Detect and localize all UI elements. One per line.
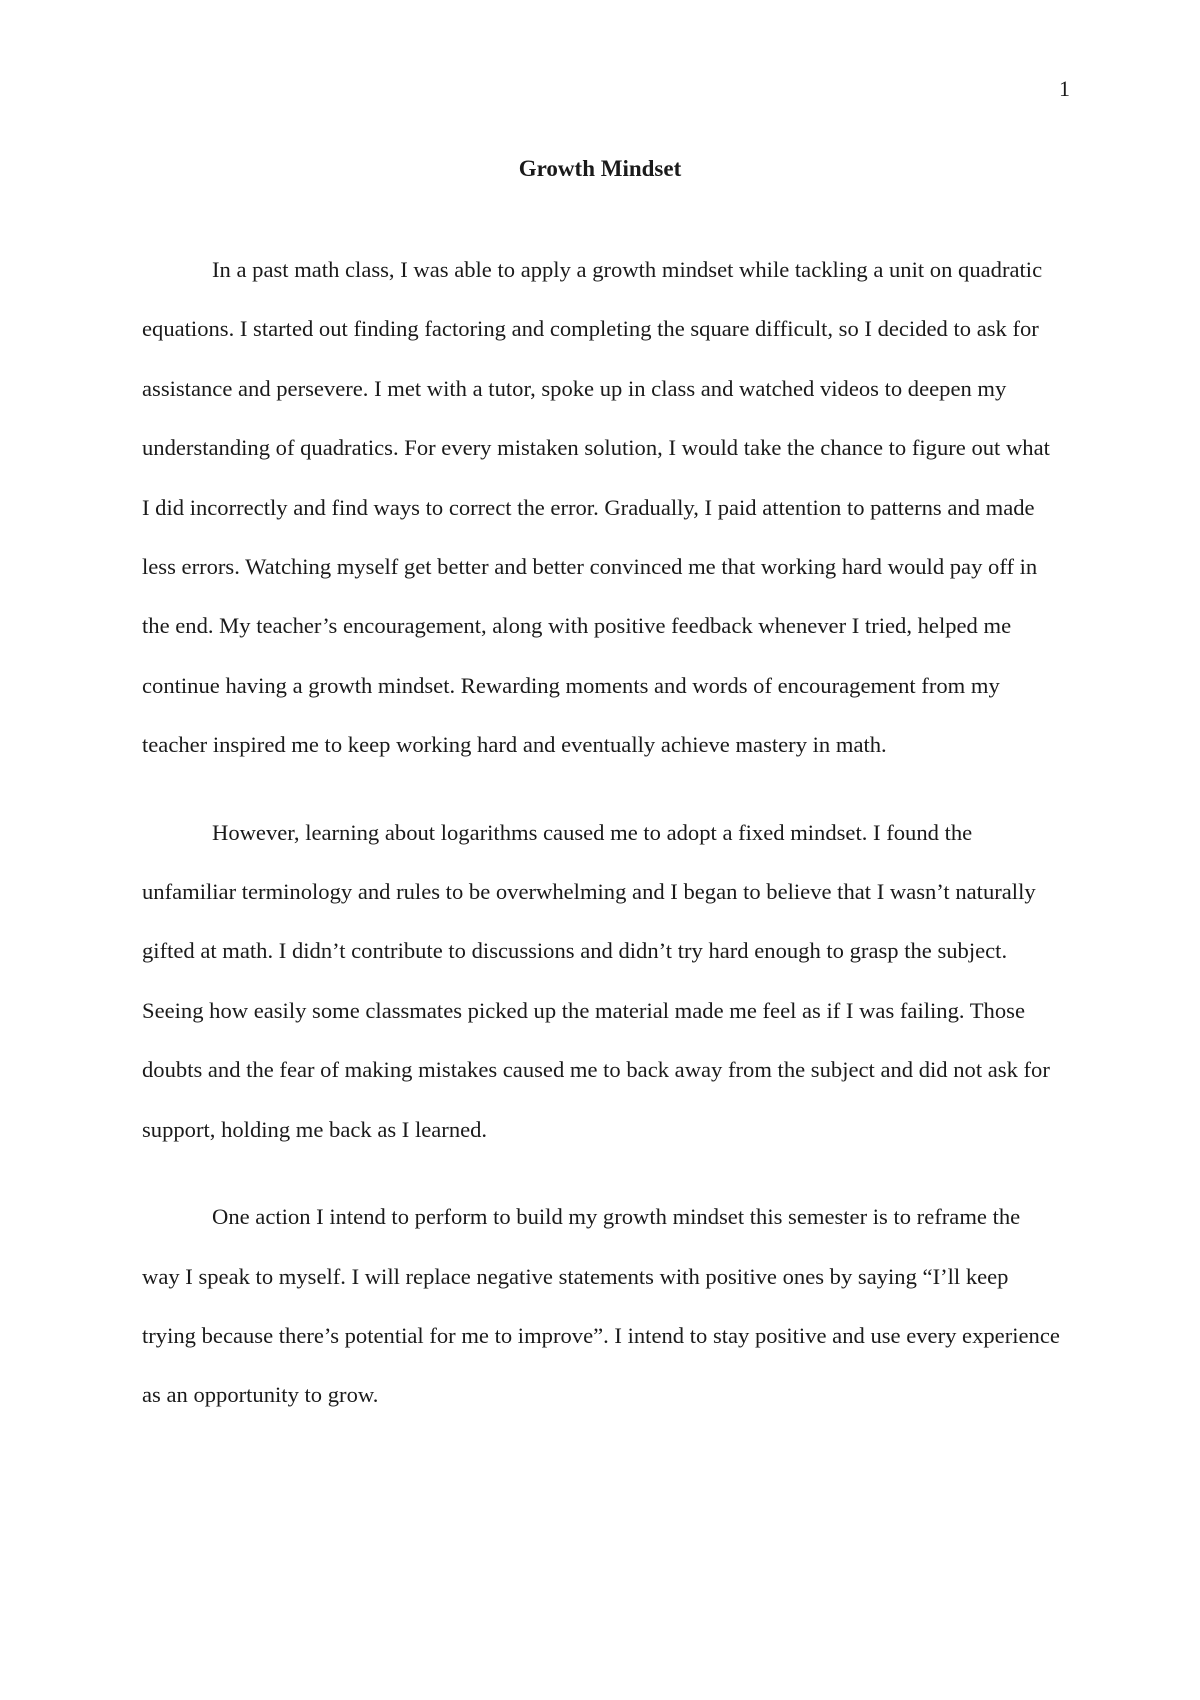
paragraph-action-plan: One action I intend to perform to build my growth mindset this semester is to reframe the way I speak to myself. I will replace negative statements with positive ones by saying “I’ll keep trying because there’s potential for me to improve”. I intend to stay positive and use every experience as an opportunity to grow. bbox=[142, 1204, 1060, 1408]
page-number: 1 bbox=[1059, 76, 1070, 101]
document-body bbox=[142, 240, 1062, 1425]
paragraph-fixed-mindset-example: However, learning about logarithms caused me to adopt a fixed mindset. I found the unfamiliar terminology and rules to be overwhelming and I began to believe that I wasn’t naturally gifted at math. I didn’t contribute to discussions and didn’t try hard enough to grasp the subject. Seeing how easily some classmates picked up the material made me feel as if I was failing. Those doubts and the fear of making mistakes caused me to back away from the subject and did not ask for support, holding me back as I learned. bbox=[142, 819, 1050, 1142]
paragraph-growth-mindset-example: In a past math class, I was able to apply a growth mindset while tackling a unit on quadratic equations. I started out finding factoring and completing the square difficult, so I decided to ask for assistance and persevere. I met with a tutor, spoke up in class and watched videos to deepen my understanding of quadratics. For every mistaken solution, I would take the chance to figure out what I did incorrectly and find ways to correct the error. Gradually, I paid attention to patterns and made less errors. Watching myself get better and better convinced me that working hard would pay off in the end. My teacher’s encouragement, along with positive feedback whenever I tried, helped me continue having a growth mindset. Rewarding moments and words of encouragement from my teacher inspired me to keep working hard and eventually achieve mastery in math. bbox=[142, 257, 1050, 758]
page-title: Growth Mindset bbox=[518, 156, 682, 181]
